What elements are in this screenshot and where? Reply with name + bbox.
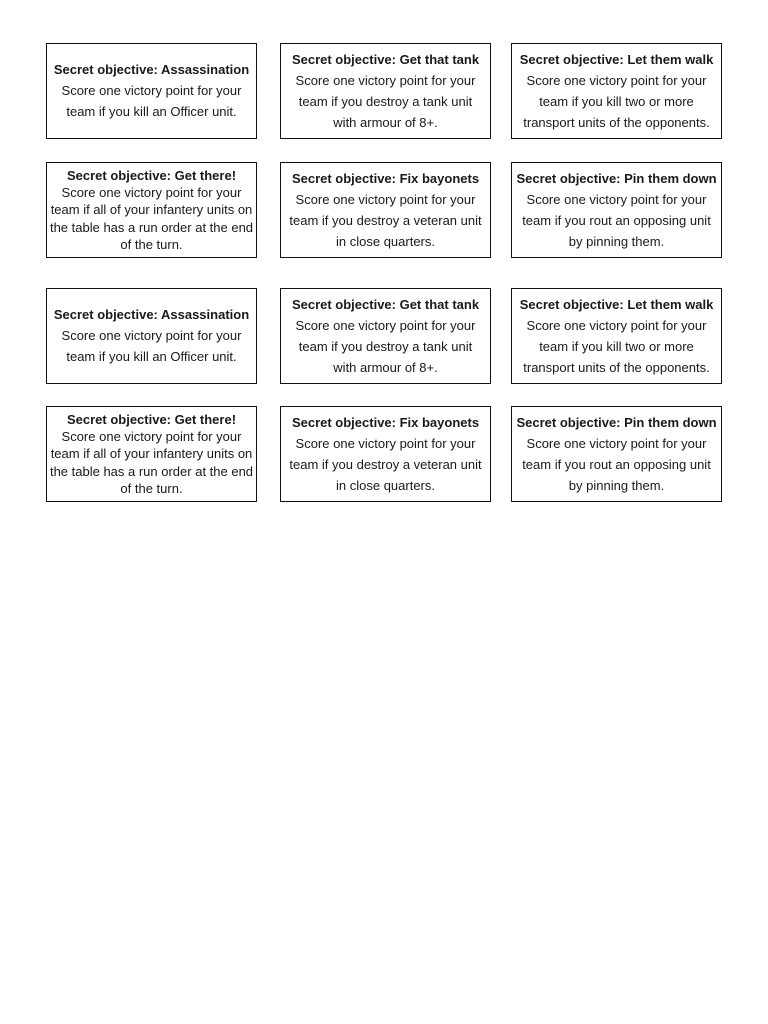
card-body: Score one victory point for your team if you destroy a tank unit with armour of 8+. xyxy=(295,72,476,130)
objective-card-assassination xyxy=(46,43,257,139)
objective-card-let-them-walk xyxy=(511,43,722,139)
card-body: Score one victory point for your team if you destroy a tank unit with armour of 8+. xyxy=(295,317,476,375)
objective-card-fix-bayonets xyxy=(280,162,491,258)
card-title: Secret objective: Get that tank xyxy=(291,51,480,67)
card-body: Score one victory point for your team if you destroy a veteran unit in close quarters. xyxy=(289,191,482,249)
card-title: Secret objective: Get that tank xyxy=(291,296,480,312)
objective-card-let-them-walk xyxy=(511,288,722,384)
card-title: Secret objective: Get there! xyxy=(66,411,237,427)
card-title: Secret objective: Assassination xyxy=(53,62,250,77)
objective-card-get-there xyxy=(46,162,257,258)
card-title: Secret objective: Let them walk xyxy=(519,51,714,67)
card-body: Score one victory point for your team if you kill two or more transport units of the opponents. xyxy=(523,72,710,130)
card-title: Secret objective: Get there! xyxy=(66,167,237,183)
card-title: Secret objective: Fix bayonets xyxy=(291,170,480,186)
objective-card-get-there xyxy=(46,406,257,502)
card-body: Score one victory point for your team if you destroy a veteran unit in close quarters. xyxy=(289,435,482,493)
card-body: Score one victory point for your team if you rout an opposing unit by pinning them. xyxy=(522,191,711,249)
card-title: Secret objective: Pin them down xyxy=(516,170,717,186)
card-body: Score one victory point for your team if you kill two or more transport units of the opponents. xyxy=(523,317,710,375)
card-title: Secret objective: Fix bayonets xyxy=(291,414,480,430)
card-title: Secret objective: Pin them down xyxy=(516,414,717,430)
card-title: Secret objective: Let them walk xyxy=(519,296,714,312)
objective-card-assassination xyxy=(46,288,257,384)
card-title: Secret objective: Assassination xyxy=(53,307,250,322)
objective-card-fix-bayonets xyxy=(280,406,491,502)
objective-card-get-that-tank xyxy=(280,43,491,139)
objective-card-pin-them-down xyxy=(511,162,722,258)
objective-card-pin-them-down xyxy=(511,406,722,502)
card-body: Score one victory point for your team if all of your infantery units on the table has a run order at the end of the turn. xyxy=(49,428,254,496)
card-body: Score one victory point for your team if you kill an Officer unit. xyxy=(61,83,242,119)
card-body: Score one victory point for your team if you kill an Officer unit. xyxy=(61,328,242,364)
card-body: Score one victory point for your team if all of your infantery units on the table has a run order at the end of the turn. xyxy=(49,184,254,252)
objective-card-get-that-tank xyxy=(280,288,491,384)
card-body: Score one victory point for your team if you rout an opposing unit by pinning them. xyxy=(522,435,711,493)
